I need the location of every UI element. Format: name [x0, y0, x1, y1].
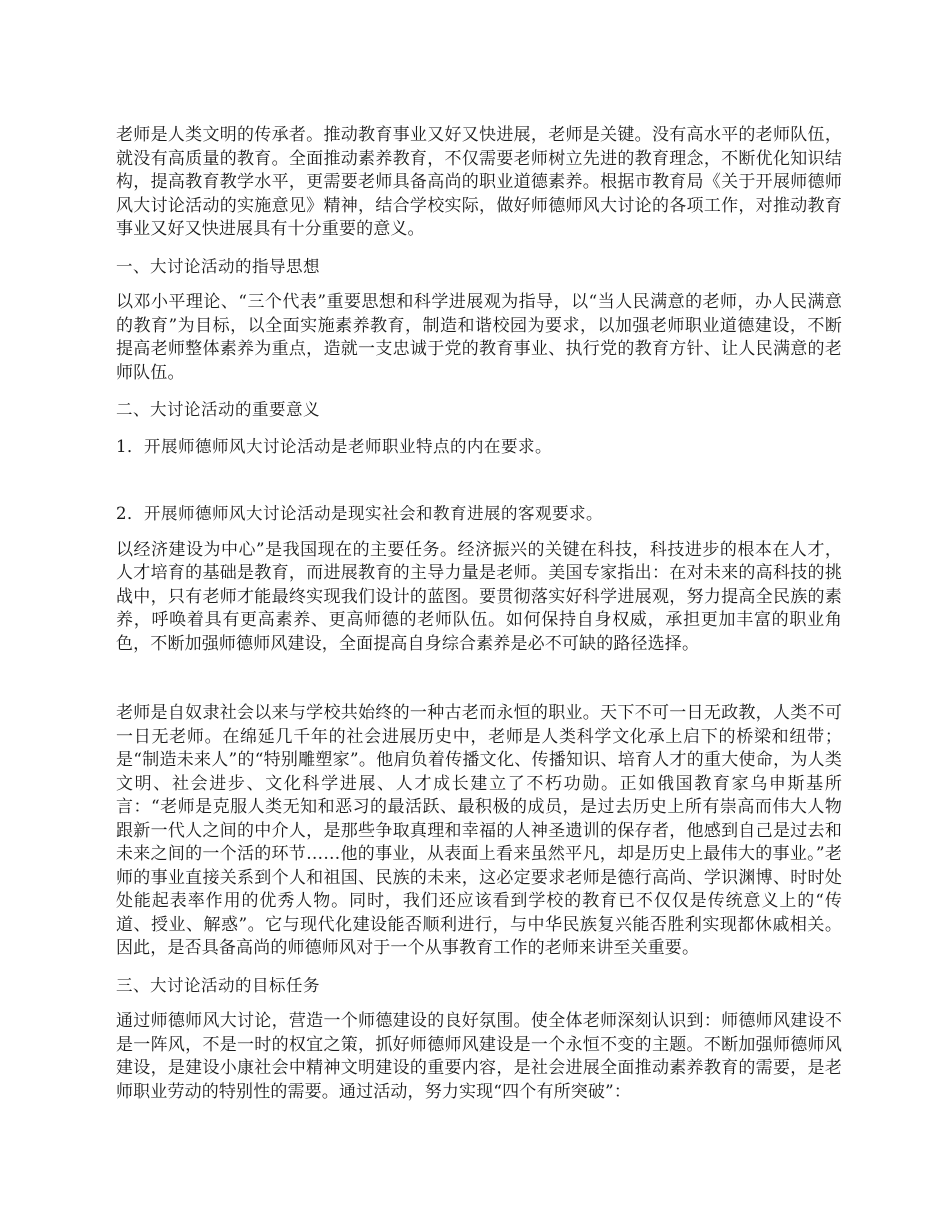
section-heading-goals: 三、大讨论活动的目标任务: [116, 975, 320, 995]
economy-paragraph: 以经济建设为中心”是我国现在的主要任务。经济振兴的关键在科技，科技进步的根本在人才，人才培育的基础是教育，而进展教育的主导力量是老师。美国专家指出：在对未来的高科技的挑战中，只有老师才能最终实现我们设计的蓝图。要贯彻落实好科学进展观，努力提高全民族的素养，呼唤着具有更高素养、更高师德的老师队伍。如何保持自身权威，承担更加丰富的职业角色，不断加强师德师风建设，全面提高自身综合素养是必不可缺的路径选择。: [116, 539, 842, 654]
section-heading-significance: 二、大讨论活动的重要意义: [116, 400, 320, 419]
goals-paragraph: 通过师德师风大讨论，营造一个师德建设的良好氛围。使全体老师深刻认识到：师德师风建设不是一阵风，不是一时的权宜之策，抓好师德师风建设是一个永恒不变的主题。不断加强师德师风建设，是建设小康社会中精神文明建设的重要内容，是社会进展全面推动素养教育的需要，是老师职业劳动的特别性的需要。通过活动，努力实现“四个有所突破”：: [116, 1011, 842, 1102]
section-heading-guiding-thought: 一、大讨论活动的指导思想: [116, 256, 320, 276]
guiding-thought-paragraph: 以邓小平理论、“三个代表”重要思想和科学进展观为指导，以“当人民满意的老师，办人民满意的教育”为目标，以全面实施素养教育，制造和谐校园为要求，以加强老师职业道德建设，不断提高老师整体素养为重点，造就一支忠诚于党的教育事业、执行党的教育方针、让人民满意的老师队伍。: [116, 292, 842, 383]
document-body: [116, 124, 842, 1117]
significance-item-2: 2．开展师德师风大讨论活动是现实社会和教育进展的客观要求。: [116, 504, 603, 523]
teacher-profession-paragraph: 老师是自奴隶社会以来与学校共始终的一种古老而永恒的职业。天下不可一日无政教，人类不可一日无老师。在绵延几千年的社会进展历史中，老师是人类科学文化承上启下的桥梁和纽带；是“制造未来人”的“特别雕塑家”。他肩负着传播文化、传播知识、培育人才的重大使命，为人类文明、社会进步、文化科学进展、人才成长建立了不朽功勋。正如俄国教育家乌申斯基所言：“老师是克服人类无知和恶习的最活跃、最积极的成员，是过去历史上所有崇高而伟大人物跟新一代人之间的中介人，是那些争取真理和幸福的人神圣遗训的保存者，他感到自己是过去和未来之间的一个活的环节……他的事业，从表面上看来虽然平凡，却是历史上最伟大的事业。”老师的事业直接关系到个人和祖国、民族的未来，这必定要求老师是德行高尚、学识渊博、时时处处能起表率作用的优秀人物。同时，我们还应该看到学校的教育已不仅仅是传统意义上的“传道、授业、解惑”。它与现代化建设能否顺利进行，与中华民族复兴能否胜利实现都休戚相关。因此，是否具备高尚的师德师风对于一个从事教育工作的老师来讲至关重要。: [116, 703, 842, 958]
significance-item-1: 1．开展师德师风大讨论活动是老师职业特点的内在要求。: [116, 436, 552, 456]
intro-paragraph: 老师是人类文明的传承者。推动教育事业又好又快进展，老师是关键。没有高水平的老师队伍，就没有高质量的教育。全面推动素养教育，不仅需要老师树立先进的教育理念，不断优化知识结构，提高教育教学水平，更需要老师具备高尚的职业道德素养。根据市教育局《关于开展师德师风大讨论活动的实施意见》精神，结合学校实际，做好师德师风大讨论的各项工作，对推动教育事业又好又快进展具有十分重要的意义。: [116, 125, 842, 239]
